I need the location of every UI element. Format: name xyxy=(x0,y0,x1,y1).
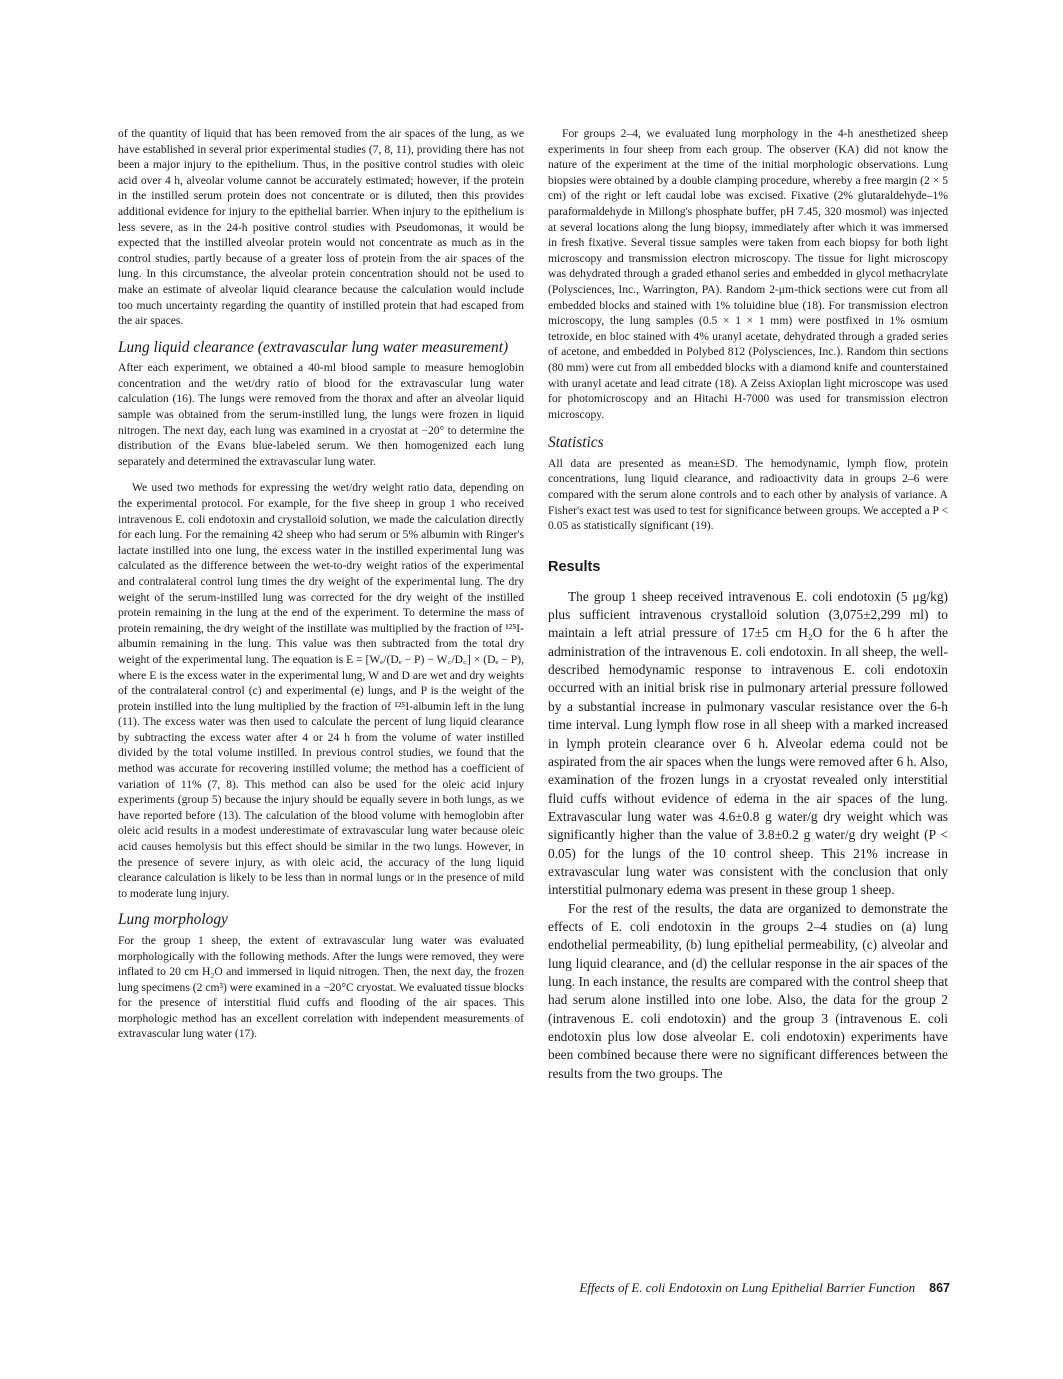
section-heading-results: Results xyxy=(548,558,601,575)
body-paragraph: of the quantity of liquid that has been removed from the air spaces of the lung, as we have established in several prior experimental studies (7, 8, 11), providing there has not been a major injury to the epithelium. Thus, in the positive control studies with oleic acid over 4 h, alveolar volume cannot be accurately estimated; however, if the protein in the instilled serum protein does not concentrate or is diluted, then this provides additional evidence for injury to the epithelial barrier. When injury to the epithelium is less severe, as in the 24-h positive control studies with Pseudomonas, it would be expected that the instilled alveolar protein would not concentrate as much as in the control studies, partly because of a greater loss of protein from the air spaces of the lung. In this circumstance, the alveolar protein concentration should not be used to make an estimate of alveolar liquid clearance because the calculation would include too much uncertainty regarding the quantity of instilled protein that had escaped from the air spaces. xyxy=(118,127,524,328)
section-heading-statistics: Statistics xyxy=(548,434,604,452)
page-number: 867 xyxy=(929,1281,950,1295)
body-paragraph: For groups 2–4, we evaluated lung morphology in the 4-h anesthetized sheep experiments in four sheep from each group. The observer (KA) did not know the nature of the experiment at the time of the initial morphologic observations. Lung biopsies were obtained by a double clamping procedure, whereby a free margin (2 × 5 cm) of the right or left caudal lobe was excised. Fixative (2% glutaraldehyde–1% paraformaldehyde in Millong's phosphate buffer, pH 7.45, 320 mosmol) was injected at several locations along the lung biopsy, immediately after which it was immersed in fresh fixative. Several tissue samples were taken from each biopsy for both light microscopy and transmission electron microscopy. The tissue for light microscopy was dehydrated through a graded ethanol series and embedded in glycol methacrylate (Polysciences, Inc., Warrington, PA). Random 2-μm-thick sections were cut from all embedded blocks and stained with 1% toluidine blue (18). For transmission electron microscopy, the lung samples (0.5 × 1 × 1 mm) were postfixed in 1% osmium tetroxide, en bloc stained with 4% uranyl acetate, dehydrated through a graded series of acetone, and embedded in Polybed 812 (Polysciences, Inc.). Random thin sections (80 mm) were cut from all embedded blocks with a diamond knife and counterstained with uranyl acetate and lead citrate (18). A Zeiss Axioplan light microscope was used for photomicroscopy and an Hitachi H-7000 was used for transmission electron microscopy. xyxy=(548,127,948,421)
body-paragraph: The group 1 sheep received intravenous E. coli endotoxin (5 μg/kg) plus sufficient intravenous crystalloid solution (3,075±2,299 ml) to maintain a left atrial pressure of 17±5 cm H₂O for the 6 h after the administration of the intravenous E. coli endotoxin. In all sheep, the well-described hemodynamic response to intravenous E. coli endotoxin occurred with an initial brisk rise in pulmonary arterial pressure followed by a substantial increase in pulmonary vascular resistance over the 6-h time interval. Lung lymph flow rose in all sheep with a marked increased in lymph protein clearance over 6 h. Alveolar edema could not be aspirated from the air spaces when the lungs were removed after 6 h. Also, examination of the frozen lungs in a cryostat revealed only interstitial fluid cuffs without evidence of edema in the air spaces of the lung. Extravascular lung water was 4.6±0.8 g water/g dry weight which was significantly higher than the value of 3.8±0.2 g water/g dry weight (P < 0.05) for the lungs of the 10 control sheep. This 21% increase in extravascular lung water was consistent with the conclusion that only interstitial pulmonary edema was present in these group 1 sheep. xyxy=(548,588,948,898)
body-paragraph: For the rest of the results, the data are organized to demonstrate the effects of E. coli endotoxin in the groups 2–4 studies on (a) lung endothelial permeability, (b) lung epithelial permeability, (c) alveolar and lung liquid clearance, and (d) the cellular response in the air spaces of the lung. In each instance, the results are compared with the control sheep that had serum alone instilled into one lobe. Also, the data for the group 2 (intravenous E. coli endotoxin) and the group 3 (intravenous E. coli endotoxin plus low dose alveolar E. coli endotoxin) experiments have been combined because there were no significant differences between the results from the two groups. The xyxy=(548,900,948,1081)
right-column xyxy=(548,126,948,1083)
running-title: Effects of E. coli Endotoxin on Lung Epithelial Barrier Function xyxy=(579,1280,916,1295)
body-paragraph: After each experiment, we obtained a 40-ml blood sample to measure hemoglobin concentration and the wet/dry ratio of blood for the extravascular lung water calculation (16). The lungs were removed from the thorax and after an alveolar liquid sample was obtained from the serum-instilled lung, the lungs were frozen in liquid nitrogen. The next day, each lung was examined in a cryostat at −20° to determine the distribution of the Evans blue-labeled serum. We then homogenized each lung separately and determined the extravascular lung water. xyxy=(118,361,524,468)
body-paragraph: We used two methods for expressing the wet/dry weight ratio data, depending on the experimental protocol. For example, for the five sheep in group 1 who received intravenous E. coli endotoxin and crystalloid solution, we made the calculation directly for each lung. For the remaining 42 sheep who had serum or 5% albumin with Ringer's lactate instilled into one lung, the excess water in the instilled experimental lung was calculated as the difference between the wet-to-dry weight ratios of the experimental and contralateral control lung times the dry weight of the experimental lung. The dry weight of the serum-instilled lung was corrected for the dry weight of the instilled protein remaining in the lung at the end of the experiment. To determine the mass of protein remaining, the dry weight of the instillate was multiplied by the fraction of ¹²⁵I-albumin remaining in the lung. This value was then subtracted from the total dry weight of the experimental lung. The equation is E = [Wₑ/(Dₑ − P) − W꜀/D꜀] × (Dₑ − P), where E is the excess water in the experimental lung, W and D are wet and dry weights of the contralateral control (c) and experimental (e) lungs, and P is the weight of the protein instilled into the lung multiplied by the fraction of ¹²⁵I-albumin left in the lung (11). The excess water was then used to calculate the percent of lung liquid clearance by subtracting the excess water after 4 or 24 h from the volume of water instilled divided by the total volume instilled. In previous control studies, we found that the method was accurate for recovering instilled volume; the method has a coefficient of variation of 11% (7, 8). This method can also be used for the oleic acid injury experiments (group 5) because the injury should be equally severe in both lungs, as we have reported before (13). The calculation of the blood volume with hemoglobin after oleic acid results in a modest underestimate of extravascular lung water because oleic acid causes hemolysis but this effect should be similar in the two lungs. However, in the presence of severe injury, as with oleic acid, the accuracy of the lung liquid clearance calculation is likely to be less than in normal lungs or in the presence of mild to moderate lung injury. xyxy=(118,481,524,900)
body-paragraph: All data are presented as mean±SD. The hemodynamic, lymph flow, protein concentrations, lung liquid clearance, and radioactivity data in groups 2–6 were compared with the serum alone controls and to each other by analysis of variance. A Fisher's exact test was used to test for significance between groups. We accepted a P < 0.05 as statistically significant (19). xyxy=(548,456,948,533)
page-footer xyxy=(520,1280,950,1296)
body-paragraph: For the group 1 sheep, the extent of extravascular lung water was evaluated morphologically with the following methods. After the lungs were removed, they were inflated to 20 cm H₂O and immersed in liquid nitrogen. Then, the next day, the frozen lung specimens (2 cm³) were examined in a −20°C cryostat. We evaluated tissue blocks for the presence of interstitial fluid cuffs and flooding of the air spaces. This morphologic method has an excellent correlation with independent measurements of extravascular lung water (17). xyxy=(118,933,524,1041)
left-column xyxy=(118,126,524,1042)
section-heading-lung-liquid-clearance: Lung liquid clearance (extravascular lung water measurement) xyxy=(118,338,509,356)
section-heading-lung-morphology: Lung morphology xyxy=(118,911,228,929)
